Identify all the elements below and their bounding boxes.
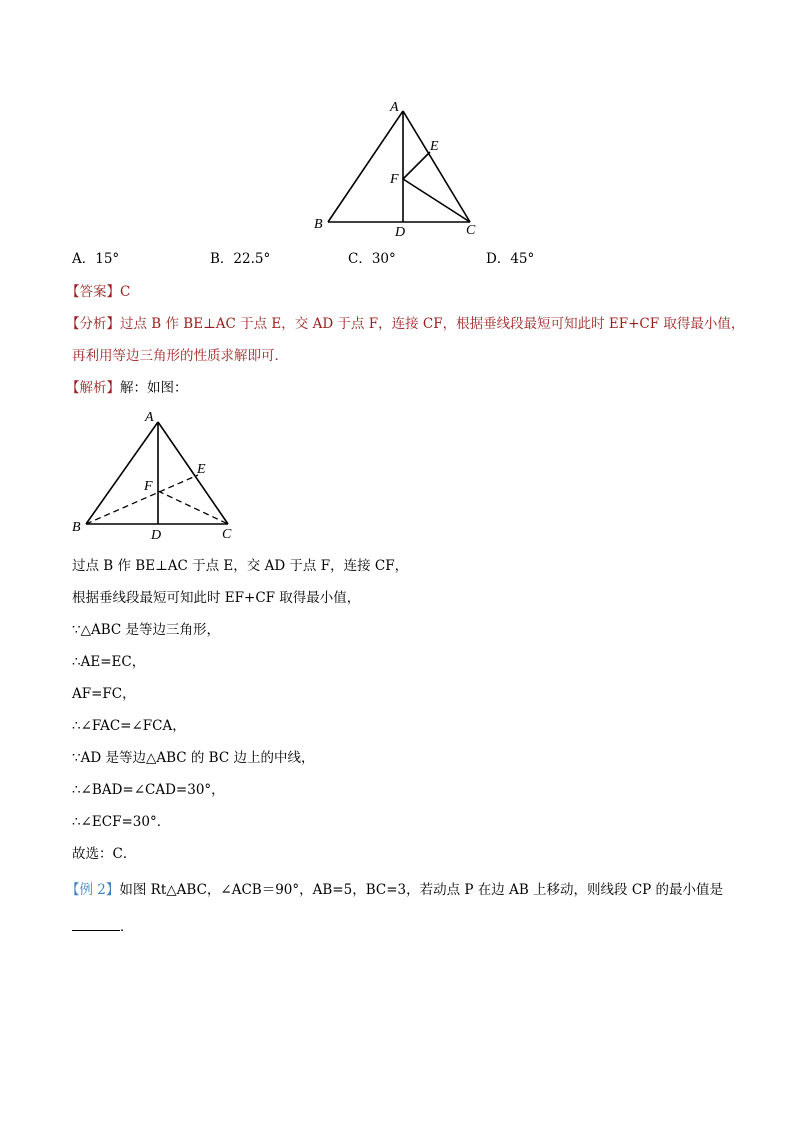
- option-b: B．22.5°: [210, 251, 271, 267]
- fig1-segment-fe: [403, 152, 430, 179]
- option-d: D．45°: [486, 251, 535, 267]
- answer-blank[interactable]: [72, 918, 120, 931]
- analysis-line-2: 再利用等边三角形的性质求解即可．: [72, 348, 288, 364]
- step-7: ∵AD 是等边△ABC 的 BC 边上的中线，: [72, 750, 315, 766]
- fig2-label-a: A: [145, 410, 154, 425]
- fig2-label-f: F: [144, 479, 153, 494]
- fig1-label-f: F: [390, 172, 399, 187]
- fig1-label-d: D: [395, 225, 406, 240]
- step-3: ∵△ABC 是等边三角形，: [72, 622, 221, 638]
- triangle-figure-2: [66, 404, 246, 544]
- step-1: 过点 B 作 BE⊥AC 于点 E，交 AD 于点 F，连接 CF，: [72, 558, 409, 574]
- answer-value: C: [120, 284, 131, 300]
- solution-line: [66, 379, 188, 397]
- analysis-line-1: [66, 315, 744, 333]
- fig2-label-c: C: [222, 527, 232, 542]
- fig1-label-e: E: [430, 139, 439, 154]
- fig2-label-d: D: [151, 528, 162, 543]
- step-4: ∴AE=EC，: [72, 654, 146, 670]
- step-10: 故选：C．: [72, 846, 137, 862]
- fig1-label-c: C: [466, 223, 476, 238]
- fig1-segment-fc: [403, 179, 470, 222]
- example-2-text: 如图 Rt△ABC，∠ACB＝90°，AB=5，BC=3，若动点 P 在边 AB 上移动，则线段 CP 的最小值是: [119, 882, 724, 898]
- step-6: ∴∠FAC=∠FCA，: [72, 718, 186, 734]
- solution-intro: 解：如图：: [120, 380, 188, 396]
- step-9: ∴∠ECF=30°．: [72, 814, 171, 830]
- answer-line: [66, 283, 130, 301]
- fig1-side-ac: [403, 111, 470, 222]
- fig2-side-ab: [86, 422, 158, 524]
- example-2-line: [66, 881, 723, 899]
- step-5: AF=FC，: [72, 686, 136, 702]
- fig2-label-b: B: [72, 520, 81, 535]
- fig1-label-b: B: [314, 217, 323, 232]
- triangle-figure-1: [300, 95, 500, 245]
- option-a: A．15°: [72, 251, 120, 267]
- fig2-side-ac: [158, 422, 228, 524]
- analysis-text-1: 过点 B 作 BE⊥AC 于点 E，交 AD 于点 F，连接 CF，根据垂线段最短可知此时 EF+CF 取得最小值，: [120, 316, 745, 332]
- answer-tag: 【答案】: [66, 284, 120, 300]
- example-2-end: ．: [120, 919, 134, 935]
- step-2: 根据垂线段最短可知此时 EF+CF 取得最小值，: [72, 590, 361, 606]
- option-c: C．30°: [348, 251, 396, 267]
- solution-tag: 【解析】: [66, 380, 120, 396]
- analysis-tag: 【分析】: [66, 316, 120, 332]
- fig2-label-e: E: [197, 462, 206, 477]
- fig1-label-a: A: [390, 100, 399, 115]
- example-2-tag: 【例 2】: [66, 882, 120, 898]
- example-2-answer-line: [72, 918, 134, 936]
- step-8: ∴∠BAD=∠CAD=30°，: [72, 782, 225, 798]
- fig1-side-ab: [328, 111, 403, 222]
